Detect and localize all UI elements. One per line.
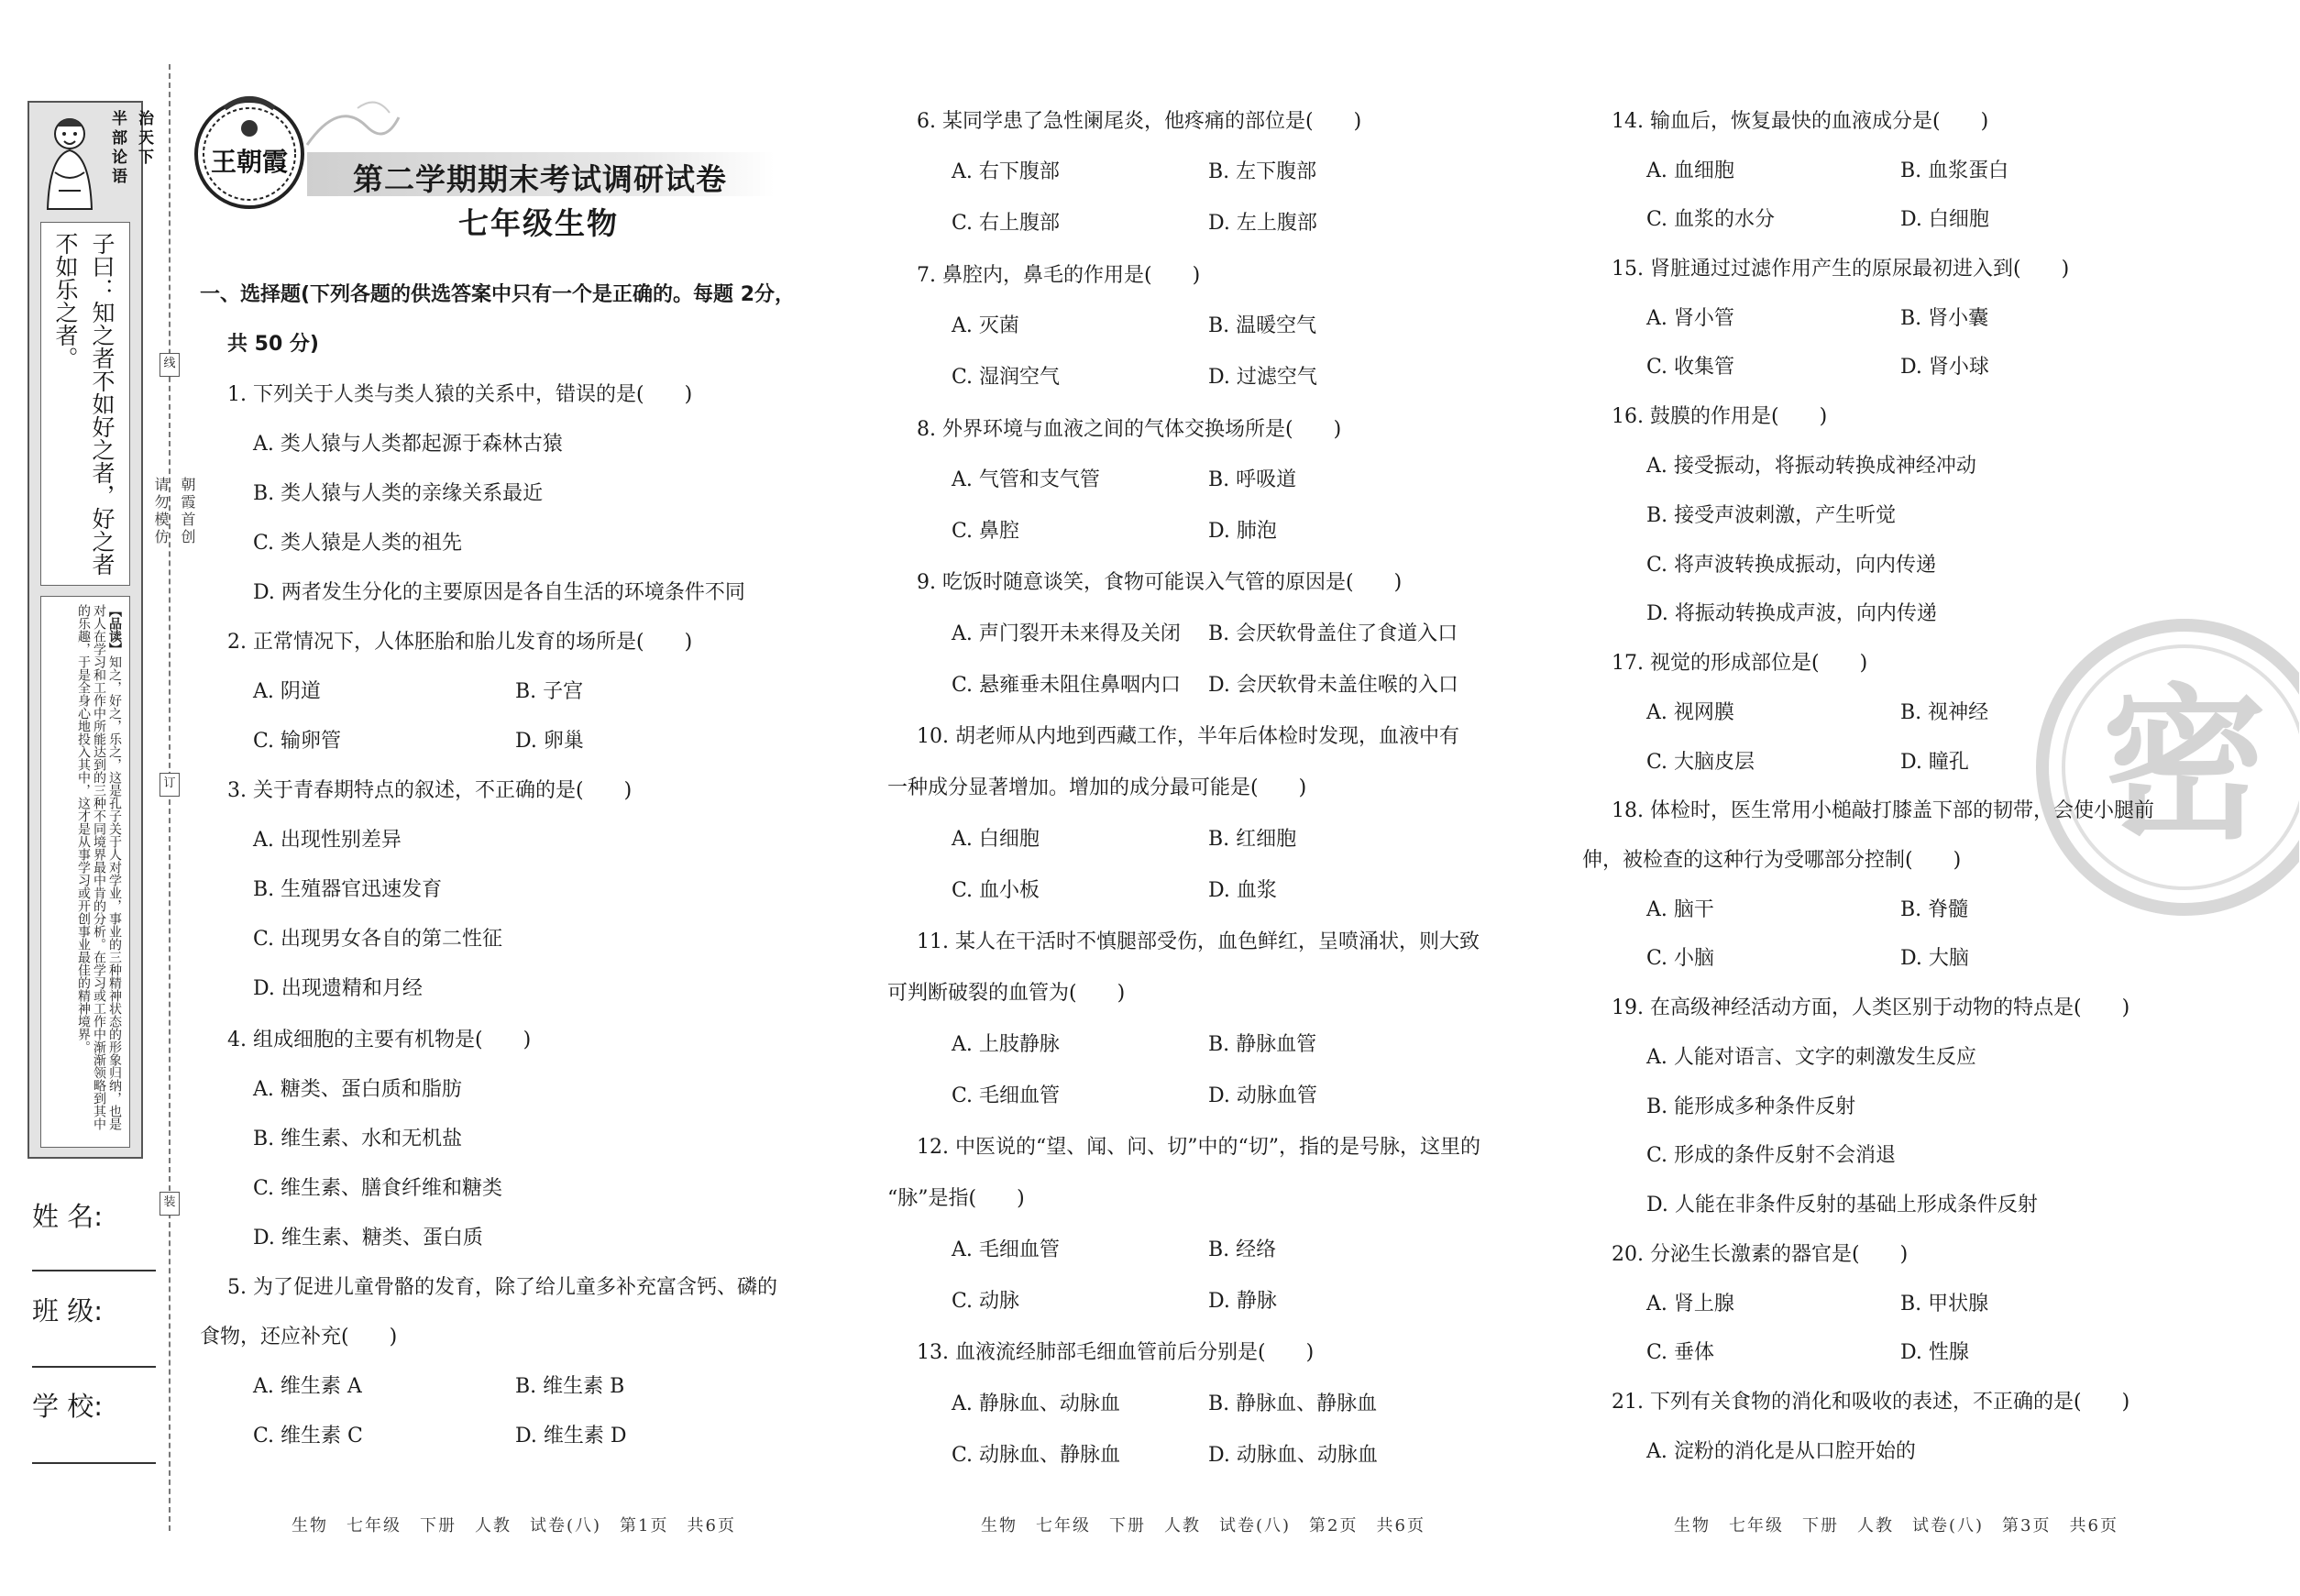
question-10: 10. 胡老师从内地到西藏工作，半年后体检时发现，血液中有 <box>917 725 1459 748</box>
option-16c[interactable]: C. 将声波转换成振动，向内传递 <box>1646 554 1937 577</box>
option-21a[interactable]: A. 淀粉的消化是从口腔开始的 <box>1646 1440 1916 1463</box>
question-13: 13. 血液流经肺部毛细血管前后分别是( ) <box>917 1341 1315 1364</box>
question-19: 19. 在高级神经活动方面，人类区别于动物的特点是( ) <box>1612 996 2130 1019</box>
option-18d[interactable]: D. 大脑 <box>1900 947 1969 970</box>
option-14c[interactable]: C. 血浆的水分 <box>1646 208 1776 231</box>
side-note: 请勿模仿 朝霞首创 <box>152 477 196 546</box>
page-footer-2: 生物 七年级 下册 人教 试卷(八) 第2页 共6页 <box>981 1516 1425 1535</box>
question-21: 21. 下列有关食物的消化和吸收的表述，不正确的是( ) <box>1612 1391 2130 1414</box>
question-14: 14. 输血后，恢复最快的血液成分是( ) <box>1612 110 1989 133</box>
question-15: 15. 肾脏通过过滤作用产生的原尿最初进入到( ) <box>1612 258 2070 281</box>
option-4b[interactable]: B. 维生素、水和无机盐 <box>253 1128 463 1150</box>
question-4: 4. 组成细胞的主要有机物是( ) <box>227 1029 532 1051</box>
option-17a[interactable]: A. 视网膜 <box>1646 701 1734 724</box>
option-10c[interactable]: C. 血小板 <box>952 879 1040 902</box>
question-3: 3. 关于青春期特点的叙述，不正确的是( ) <box>227 779 633 802</box>
option-16d[interactable]: D. 将振动转换成声波，向内传递 <box>1646 602 1937 625</box>
option-8b[interactable]: B. 呼吸道 <box>1208 468 1297 491</box>
section-heading-cont: 共 50 分) <box>227 333 319 356</box>
section-heading: 一、选择题(下列各题的供选答案中只有一个是正确的。每题 2分， <box>200 283 796 306</box>
question-11: 11. 某人在干活时不慎腿部受伤，血色鲜红，呈喷涌状，则大致 <box>917 930 1480 953</box>
option-3d[interactable]: D. 出现遗精和月经 <box>253 977 423 1000</box>
option-4a[interactable]: A. 糖类、蛋白质和脂肪 <box>253 1078 462 1101</box>
option-18b[interactable]: B. 脊髓 <box>1900 898 1969 921</box>
option-5d[interactable]: D. 维生素 D <box>515 1425 627 1447</box>
class-field[interactable] <box>32 1366 156 1368</box>
option-14d[interactable]: D. 白细胞 <box>1900 208 1989 231</box>
option-1a[interactable]: A. 类人猿与人类都起源于森林古猿 <box>253 433 563 456</box>
confucius-quote: 子曰：知之者不如好之者，好之者不如乐之者。 <box>52 232 116 576</box>
option-15b[interactable]: B. 肾小囊 <box>1900 307 1989 330</box>
option-15c[interactable]: C. 收集管 <box>1646 356 1735 379</box>
question-1: 1. 下列关于人类与类人猿的关系中，错误的是( ) <box>227 383 693 406</box>
question-6: 6. 某同学患了急性阑尾炎，他疼痛的部位是( ) <box>917 110 1362 133</box>
confucius-cartoon-icon <box>37 108 103 218</box>
question-18: 18. 体检时，医生常用小槌敲打膝盖下部的韧带，会使小腿前 <box>1612 799 2154 822</box>
option-9d[interactable]: D. 会厌软骨未盖住喉的入口 <box>1208 674 1458 697</box>
option-12d[interactable]: D. 静脉 <box>1208 1290 1277 1313</box>
question-12-cont: “脉”是指( ) <box>887 1187 1025 1210</box>
option-20d[interactable]: D. 性腺 <box>1900 1341 1969 1364</box>
option-12b[interactable]: B. 经络 <box>1208 1238 1277 1261</box>
fold-mark-stitch: 装 <box>160 1192 180 1216</box>
school-label: 学 校: <box>32 1391 103 1422</box>
option-13d[interactable]: D. 动脉血、动脉血 <box>1208 1444 1378 1467</box>
option-19d[interactable]: D. 人能在非条件反射的基础上形成条件反射 <box>1646 1194 2038 1216</box>
option-3a[interactable]: A. 出现性别差异 <box>253 829 402 852</box>
option-2c[interactable]: C. 输卵管 <box>253 730 342 753</box>
margin-panel <box>28 101 153 1164</box>
option-9c[interactable]: C. 悬雍垂未阻住鼻咽内口 <box>952 674 1182 697</box>
question-16: 16. 鼓膜的作用是( ) <box>1612 405 1828 428</box>
option-8c[interactable]: C. 鼻腔 <box>952 520 1020 543</box>
option-7a[interactable]: A. 灭菌 <box>952 314 1019 337</box>
option-11d[interactable]: D. 动脉血管 <box>1208 1084 1317 1107</box>
question-11-cont: 可判断破裂的血管为( ) <box>887 982 1126 1005</box>
option-7c[interactable]: C. 湿润空气 <box>952 366 1061 389</box>
option-2d[interactable]: D. 卵巢 <box>515 730 584 753</box>
fold-line <box>169 64 171 1531</box>
option-11c[interactable]: C. 毛细血管 <box>952 1084 1061 1107</box>
option-15d[interactable]: D. 肾小球 <box>1900 356 1989 379</box>
fold-mark-line: 线 <box>160 353 180 377</box>
exam-subtitle: 七年级生物 <box>458 205 619 241</box>
question-18-cont: 伸，被检查的这种行为受哪部分控制( ) <box>1582 849 1962 872</box>
option-20b[interactable]: B. 甲状腺 <box>1900 1293 1989 1315</box>
question-5-cont: 食物，还应补充( ) <box>200 1326 398 1348</box>
option-8d[interactable]: D. 肺泡 <box>1208 520 1277 543</box>
option-13c[interactable]: C. 动脉血、静脉血 <box>952 1444 1121 1467</box>
option-6c[interactable]: C. 右上腹部 <box>952 212 1061 235</box>
option-18c[interactable]: C. 小脑 <box>1646 947 1715 970</box>
question-20: 20. 分泌生长激素的器官是( ) <box>1612 1243 1909 1266</box>
class-label: 班 级: <box>32 1295 103 1326</box>
quote-panel <box>40 222 130 586</box>
option-17b[interactable]: B. 视神经 <box>1900 701 1989 724</box>
option-9a[interactable]: A. 声门裂开未来得及关闭 <box>952 622 1181 645</box>
option-11b[interactable]: B. 静脉血管 <box>1208 1033 1317 1056</box>
option-19c[interactable]: C. 形成的条件反射不会消退 <box>1646 1144 1897 1167</box>
option-15a[interactable]: A. 肾小管 <box>1646 307 1734 330</box>
name-label: 姓 名: <box>32 1201 103 1232</box>
option-6d[interactable]: D. 左上腹部 <box>1208 212 1317 235</box>
option-19a[interactable]: A. 人能对语言、文字的刺激发生反应 <box>1646 1046 1976 1069</box>
option-1d[interactable]: D. 两者发生分化的主要原因是各自生活的环境条件不同 <box>253 581 745 604</box>
name-field[interactable] <box>32 1270 156 1271</box>
page-footer-1: 生物 七年级 下册 人教 试卷(八) 第1页 共6页 <box>292 1516 736 1535</box>
logo-text: 王朝霞 <box>210 147 289 177</box>
page-footer-3: 生物 七年级 下册 人教 试卷(八) 第3页 共6页 <box>1674 1516 2118 1535</box>
option-8a[interactable]: A. 气管和支气管 <box>952 468 1100 491</box>
option-18a[interactable]: A. 脑干 <box>1646 898 1714 921</box>
pindu-text: 【品读】知之，好之，乐之，这是孔子关于人对学业，事业的三种精神状态的形象归纳，也是对人在学习和工作中所能达到的三种不同境界最中肯的分析。在学习或工作中渐渐领略到其中的乐趣，于是全身心地投入其中，这才是从事学习或开创事业最佳的精神境界。 <box>76 604 122 1130</box>
series-label: 半部论语 治天下 <box>108 110 153 187</box>
option-1b[interactable]: B. 类人猿与人类的亲缘关系最近 <box>253 482 544 505</box>
option-9b[interactable]: B. 会厌软骨盖住了食道入口 <box>1208 622 1458 645</box>
question-12: 12. 中医说的“望、闻、问、切”中的“切”，指的是号脉，这里的 <box>917 1136 1480 1159</box>
option-4d[interactable]: D. 维生素、糖类、蛋白质 <box>253 1227 483 1249</box>
question-7: 7. 鼻腔内，鼻毛的作用是( ) <box>917 264 1201 287</box>
option-11a[interactable]: A. 上肢静脉 <box>952 1033 1060 1056</box>
option-17c[interactable]: C. 大脑皮层 <box>1646 751 1755 774</box>
question-2: 2. 正常情况下，人体胚胎和胎儿发育的场所是( ) <box>227 631 693 654</box>
question-5: 5. 为了促进儿童骨骼的发育，除了给儿童多补充富含钙、磷的 <box>227 1276 777 1299</box>
question-17: 17. 视觉的形成部位是( ) <box>1612 652 1868 675</box>
option-5a[interactable]: A. 维生素 A <box>253 1375 362 1398</box>
option-12c[interactable]: C. 动脉 <box>952 1290 1020 1313</box>
option-5c[interactable]: C. 维生素 C <box>253 1425 363 1447</box>
option-20a[interactable]: A. 肾上腺 <box>1646 1293 1734 1315</box>
option-13a[interactable]: A. 静脉血、动脉血 <box>952 1392 1120 1415</box>
confidential-seal-icon <box>2033 616 2299 919</box>
option-14b[interactable]: B. 血浆蛋白 <box>1900 160 2009 182</box>
question-8: 8. 外界环境与血液之间的气体交换场所是( ) <box>917 418 1342 441</box>
option-1c[interactable]: C. 类人猿是人类的祖先 <box>253 532 463 555</box>
option-7d[interactable]: D. 过滤空气 <box>1208 366 1317 389</box>
question-10-cont: 一种成分显著增加。增加的成分最可能是( ) <box>887 776 1307 799</box>
ribbon-ornament-icon <box>303 99 403 154</box>
option-6b[interactable]: B. 左下腹部 <box>1208 160 1317 183</box>
option-16a[interactable]: A. 接受振动，将振动转换成神经冲动 <box>1646 455 1976 478</box>
option-10a[interactable]: A. 白细胞 <box>952 828 1040 851</box>
option-16b[interactable]: B. 接受声波刺激，产生听觉 <box>1646 504 1897 527</box>
option-17d[interactable]: D. 瞳孔 <box>1900 751 1969 774</box>
fold-mark-bind: 订 <box>160 773 180 797</box>
question-9: 9. 吃饭时随意谈笑，食物可能误入气管的原因是( ) <box>917 571 1403 594</box>
school-field[interactable] <box>32 1462 156 1464</box>
option-13b[interactable]: B. 静脉血、静脉血 <box>1208 1392 1378 1415</box>
option-3c[interactable]: C. 出现男女各自的第二性征 <box>253 928 503 951</box>
option-6a[interactable]: A. 右下腹部 <box>952 160 1060 183</box>
option-19b[interactable]: B. 能形成多种条件反射 <box>1646 1095 1856 1118</box>
svg-text:密: 密 <box>2101 670 2268 862</box>
option-7b[interactable]: B. 温暖空气 <box>1208 314 1317 337</box>
brand-logo <box>188 90 312 214</box>
option-20c[interactable]: C. 垂体 <box>1646 1341 1715 1364</box>
exam-title: 第二学期期末考试调研试卷 <box>353 161 727 197</box>
pindu-panel <box>40 596 130 1148</box>
option-4c[interactable]: C. 维生素、膳食纤维和糖类 <box>253 1177 503 1200</box>
quote-box <box>28 101 153 1159</box>
option-2a[interactable]: A. 阴道 <box>253 680 321 703</box>
option-3b[interactable]: B. 生殖器官迅速发育 <box>253 878 443 901</box>
option-14a[interactable]: A. 血细胞 <box>1646 160 1734 182</box>
option-10b[interactable]: B. 红细胞 <box>1208 828 1297 851</box>
option-5b[interactable]: B. 维生素 B <box>515 1375 625 1398</box>
option-2b[interactable]: B. 子宫 <box>515 680 584 703</box>
option-10d[interactable]: D. 血浆 <box>1208 879 1277 902</box>
option-12a[interactable]: A. 毛细血管 <box>952 1238 1060 1261</box>
